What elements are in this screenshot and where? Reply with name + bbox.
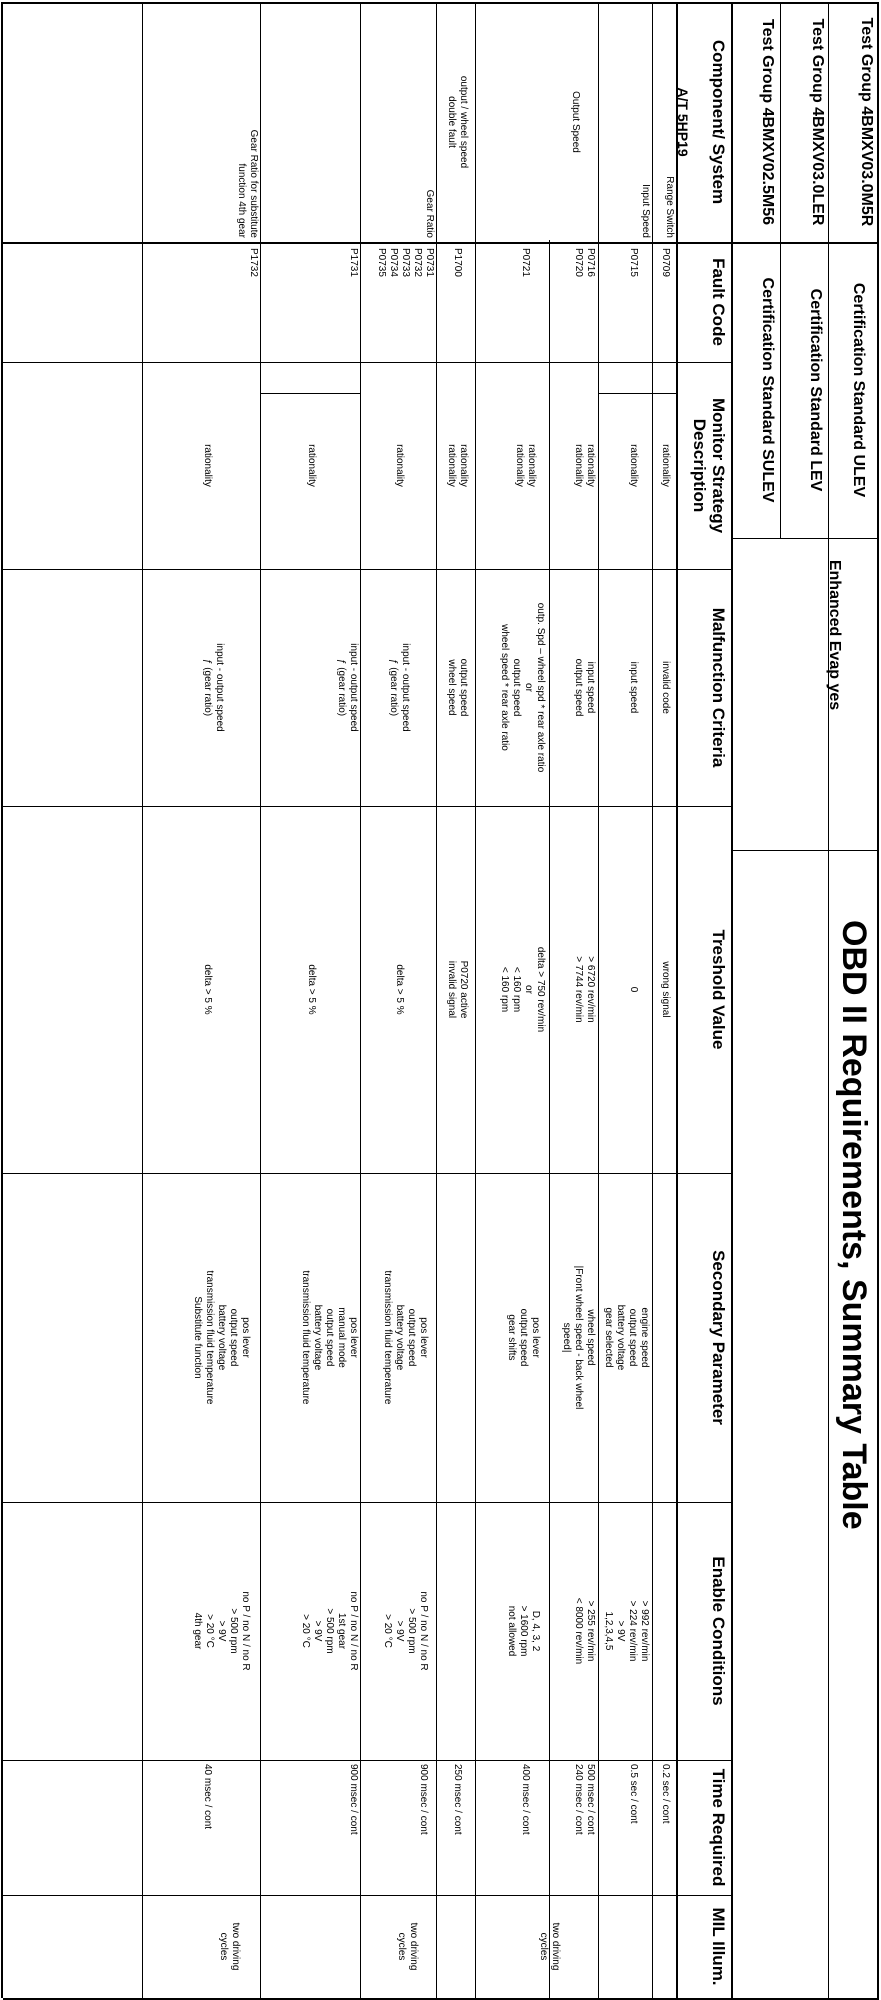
monitor-cell: rationality rationality (573, 444, 596, 487)
malfunction-cell: output speed wheel speed (446, 658, 469, 717)
time-cell: 0.5 sec / cont (628, 1764, 639, 1824)
enable-cell: no P / no N / no R > 500 rpm > 9V > 20 °C 4th gear (192, 1591, 251, 1671)
time-cell: 250 msec / cont (452, 1764, 463, 1835)
secondary-cell: engine speed output speed battery voltage gear selected (603, 1304, 650, 1371)
fault-code-p1700: P1700 (452, 248, 463, 277)
monitor-cell: rationality (660, 444, 671, 487)
malfunction-cell: input - output speed ƒ (gear ratio) (202, 643, 225, 732)
threshold-cell: delta > 750 rev/min or < 160 rpm < 160 rpm (499, 946, 546, 1033)
mil-cell: two driving cycles (538, 1922, 561, 1971)
time-cell: 500 msec / cont 240 msec / cont (573, 1764, 596, 1835)
monitor-cell: rationality rationality (446, 444, 469, 487)
component-wheel-speed-double-fault: output / wheel speed double fault (446, 75, 469, 169)
time-cell: 900 msec / cont (418, 1764, 429, 1835)
fault-code-p0709: P0709 (660, 248, 671, 277)
secondary-cell: pos lever output speed battery voltage transmission fluid temperature Substitute function (192, 1270, 251, 1405)
time-cell: 40 msec / cont (202, 1764, 213, 1830)
fault-code-p0715: P0715 (628, 248, 639, 277)
header-malfunction: Malfunction Criteria (709, 607, 728, 768)
header-monitor: Monitor Strategy Description (690, 397, 728, 534)
monitor-cell: rationality rationality (514, 444, 537, 487)
header-time: Time Required (709, 1768, 728, 1887)
test-group-1: Test Group 4BMXV03.0M5R (858, 17, 875, 227)
threshold-cell: delta > 5 % (394, 964, 405, 1015)
enable-cell: no P / no N / no R 1st gear > 500 rpm > 9V > 20 °C (300, 1591, 359, 1671)
header-mil: MIL Illum. (709, 1907, 728, 1986)
system-name: A/T 5HP19 (675, 87, 691, 157)
threshold-cell: > 6720 rev/min > 7744 rev/min (573, 956, 596, 1023)
test-group-2: Test Group 4BMXV03.0LER (809, 18, 826, 226)
secondary-cell: wheel speed |Front wheel speed - back wheel speed| (561, 1265, 596, 1410)
header-enable: Enable Conditions (709, 1556, 728, 1706)
malfunction-cell: input - output speed ƒ (gear ratio) (336, 643, 359, 732)
threshold-cell: 0 (628, 986, 639, 993)
secondary-cell: pos lever output speed battery voltage transmission fluid temperature (382, 1270, 429, 1405)
monitor-cell: rationality (394, 444, 405, 487)
fault-code-p1731: P1731 (348, 248, 359, 277)
threshold-cell: wrong signal (660, 961, 671, 1018)
secondary-cell: pos lever output speed gear shifts (506, 1308, 541, 1367)
threshold-cell: delta > 5 % (202, 964, 213, 1015)
cert-standard-3: Certification Standard SULEV (759, 277, 776, 503)
mil-cell: two driving cycles (218, 1922, 241, 1971)
enhanced-evap: Enhanced Evap yes (826, 559, 843, 711)
threshold-cell: P0720 active invalid signal (446, 960, 469, 1019)
monitor-cell: rationality (306, 444, 317, 487)
monitor-cell: rationality (628, 444, 639, 487)
fault-code-cell: P0716 P0720 (573, 248, 596, 277)
fault-code-cell: P0731 P0732 P0733 P0734 P0735 (376, 248, 435, 277)
component-input-speed: Input Speed (640, 184, 651, 238)
threshold-cell: delta > 5 % (306, 964, 317, 1015)
malfunction-cell: input speed (628, 661, 639, 714)
component-gear-ratio-substitute: Gear Ratio for substitute function 4th gear (236, 129, 259, 238)
malfunction-cell: invalid code (660, 661, 671, 714)
malfunction-cell: input - output speed ƒ (gear ratio) (388, 643, 411, 732)
enable-cell: > 992 rev/min > 224 rev/min > 9V 1,2,3,4,5 (603, 1600, 650, 1662)
component-range-switch: Range Switch (664, 176, 675, 238)
header-fault-code: Fault Code (709, 258, 728, 346)
mil-cell: two driving cycles (396, 1922, 419, 1971)
header-secondary: Secondary Parameter (709, 1250, 728, 1425)
fault-code-p1732: P1732 (248, 248, 259, 277)
header-threshold: Treshold Value (709, 929, 728, 1050)
header-component: Component/ System (709, 39, 728, 205)
time-cell: 400 msec / cont (520, 1764, 531, 1835)
enable-cell: no P / no N / no R > 500 rpm > 9V > 20 °C (382, 1591, 429, 1671)
monitor-cell: rationality (202, 444, 213, 487)
cert-standard-2: Certification Standard LEV (807, 288, 824, 492)
secondary-cell: pos lever manual mode output speed battery voltage transmission fluid temperature (300, 1270, 359, 1405)
fault-code-p0721: P0721 (520, 248, 531, 277)
cert-standard-1: Certification Standard ULEV (850, 282, 867, 498)
malfunction-cell: outp. Spd – wheel spd * rear axle ratio or output speed wheel speed * rear axle ratio (499, 602, 546, 773)
test-group-3: Test Group 4BMXV02.5M56 (759, 19, 776, 225)
enable-cell: > 255 rev/min < 8000 rev/min (573, 1597, 596, 1665)
page-title: OBD II Requirements, Summary Table (835, 920, 873, 1530)
component-output-speed: Output Speed (570, 91, 581, 153)
malfunction-cell: input speed output speed (573, 658, 596, 717)
enable-cell: D, 4, 3, 2 > 1600 rpm not allowed (506, 1605, 541, 1657)
component-gear-ratio: Gear Ratio (424, 189, 435, 238)
time-cell: 900 msec / cont (348, 1764, 359, 1835)
time-cell: 0.2 sec / cont (660, 1764, 671, 1824)
